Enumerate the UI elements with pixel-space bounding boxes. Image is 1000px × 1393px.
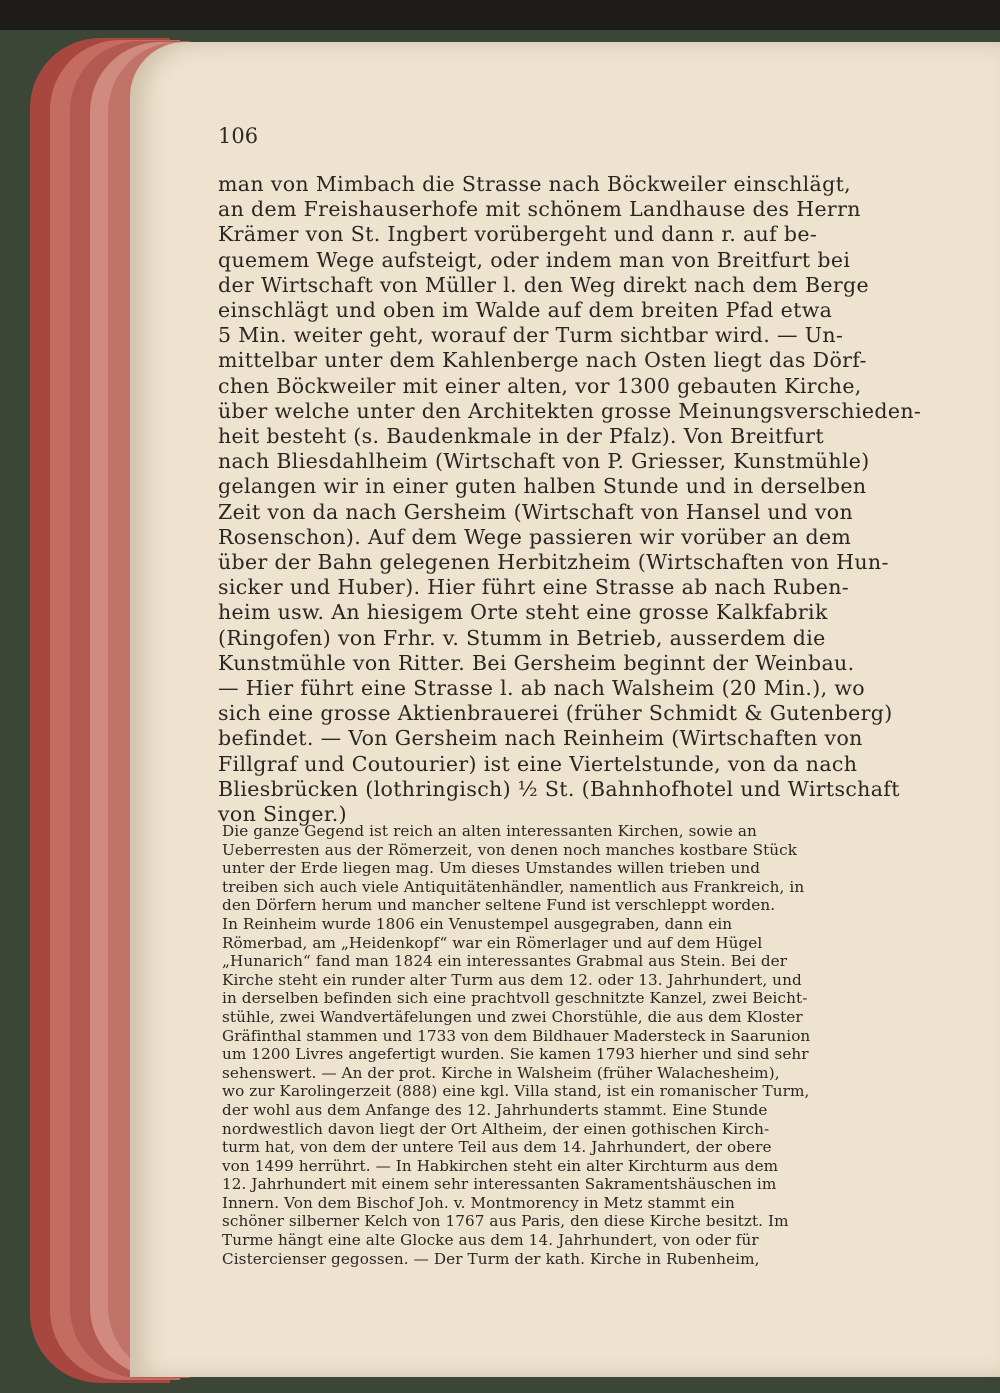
text-line: Kunstmühle von Ritter. Bei Gersheim beginnt der Weinbau. (218, 650, 855, 675)
footnote-line: wo zur Karolingerzeit (888) eine kgl. Villa stand, ist ein romanischer Turm, (222, 1082, 810, 1101)
text-line: — Hier führt eine Strasse l. ab nach Walsheim (20 Min.), wo (218, 676, 865, 701)
footnote-line: Die ganze Gegend ist reich an alten interessanten Kirchen, sowie an (222, 822, 757, 840)
footnote-line: sehenswert. — An der prot. Kirche in Walsheim (früher Walachesheim), (222, 1063, 780, 1082)
text-line: einschlägt und oben im Walde auf dem breiten Pfad etwa (218, 298, 833, 323)
footnote-line: Gräfinthal stammen und 1733 von dem Bildhauer Madersteck in Saarunion (222, 1026, 811, 1045)
text-line: sich eine grosse Aktienbrauerei (früher Schmidt & Gutenberg) (218, 701, 893, 726)
footnote-line: nordwestlich davon liegt der Ort Altheim, der einen gothischen Kirch- (222, 1119, 770, 1138)
footnote-line: den Dörfern herum und mancher seltene Fund ist verschleppt worden. (222, 896, 776, 915)
text-line: an dem Freishauserhofe mit schönem Landhause des Herrn (218, 197, 861, 222)
page-number: 106 (218, 124, 259, 148)
text-line: man von Mimbach die Strasse nach Böckweiler einschlägt, (218, 172, 852, 196)
text-line: heit besteht (s. Baudenkmale in der Pfalz). Von Breitfurt (218, 424, 824, 449)
footnote-line: Turme hängt eine alte Glocke aus dem 14. Jahrhundert, von oder für (222, 1231, 759, 1250)
footnote-line: um 1200 Livres angefertigt wurden. Sie kamen 1793 hierher und sind sehr (222, 1045, 809, 1064)
text-line: Rosenschon). Auf dem Wege passieren wir vorüber an dem (218, 524, 852, 549)
text-line: (Ringofen) von Frhr. v. Stumm in Betrieb, ausserdem die (218, 625, 826, 650)
text-line: chen Böckweiler mit einer alten, vor 1300 gebauten Kirche, (218, 373, 862, 398)
text-line: über der Bahn gelegenen Herbitzheim (Wirtschaften von Hun- (218, 550, 889, 575)
text-line: Fillgraf und Coutourier) ist eine Viertelstunde, von da nach (218, 751, 858, 776)
footnote-line: der wohl aus dem Anfange des 12. Jahrhunderts stammt. Eine Stunde (222, 1100, 768, 1119)
footnote-line: stühle, zwei Wandvertäfelungen und zwei Chorstühle, die aus dem Kloster (222, 1007, 803, 1026)
footnote-line: In Reinheim wurde 1806 ein Venustempel ausgegraben, dann ein (222, 914, 733, 933)
footnote-line: Ueberresten aus der Römerzeit, von denen noch manches kostbare Stück (222, 840, 798, 859)
footnote-line: treiben sich auch viele Antiquitätenhändler, namentlich aus Frankreich, in (222, 877, 805, 896)
main-text (218, 172, 958, 827)
text-line: Bliesbrücken (lothringisch) ½ St. (Bahnhofhotel und Wirtschaft (218, 776, 900, 801)
text-line: gelangen wir in einer guten halben Stunde und in derselben (218, 474, 867, 499)
footnote-line: schöner silberner Kelch von 1767 aus Paris, den diese Kirche besitzt. Im (222, 1212, 789, 1231)
footnote-line: Cistercienser gegossen. — Der Turm der kath. Kirche in Rubenheim, (222, 1249, 760, 1268)
footnote-line: turm hat, von dem der untere Teil aus dem 14. Jahrhundert, der obere (222, 1138, 772, 1157)
text-line: der Wirtschaft von Müller l. den Weg direkt nach dem Berge (218, 272, 869, 297)
text-line: Zeit von da nach Gersheim (Wirtschaft von Hansel und von (218, 499, 853, 524)
text-line: heim usw. An hiesigem Orte steht eine grosse Kalkfabrik (218, 600, 828, 625)
footnote-line: Innern. Von dem Bischof Joh. v. Montmorency in Metz stammt ein (222, 1193, 735, 1212)
text-line: mittelbar unter dem Kahlenberge nach Osten liegt das Dörf- (218, 348, 867, 373)
footnote-line: unter der Erde liegen mag. Um dieses Umstandes willen trieben und (222, 859, 761, 878)
footnote-line: 12. Jahrhundert mit einem sehr interessanten Sakramentshäuschen im (222, 1175, 777, 1194)
footnote-line: Kirche steht ein runder alter Turm aus dem 12. oder 13. Jahrhundert, und (222, 970, 802, 989)
text-line: quemem Wege aufsteigt, oder indem man von Breitfurt bei (218, 247, 851, 272)
text-line: von Singer.) (218, 802, 347, 827)
text-line: 5 Min. weiter geht, worauf der Turm sichtbar wird. — Un- (218, 323, 844, 348)
text-line: sicker und Huber). Hier führt eine Strasse ab nach Ruben- (218, 575, 850, 600)
text-line: über welche unter den Architekten grosse Meinungsverschieden- (218, 398, 922, 423)
footnote-line: in derselben befinden sich eine prachtvoll geschnitzte Kanzel, zwei Beicht- (222, 989, 808, 1008)
footnote-line: von 1499 herrührt. — In Habkirchen steht ein alter Kirchturm aus dem (222, 1156, 779, 1175)
text-line: nach Bliesdahlheim (Wirtschaft von P. Griesser, Kunstmühle) (218, 449, 870, 474)
footnote-text (222, 822, 960, 1268)
text-line: befindet. — Von Gersheim nach Reinheim (Wirtschaften von (218, 726, 863, 751)
footnote-line: Römerbad, am „Heidenkopf“ war ein Römerlager und auf dem Hügel (222, 933, 763, 952)
text-line: Krämer von St. Ingbert vorübergeht und dann r. auf be- (218, 222, 818, 247)
footnote-line: „Hunarich“ fand man 1824 ein interessantes Grabmal aus Stein. Bei der (222, 952, 788, 971)
